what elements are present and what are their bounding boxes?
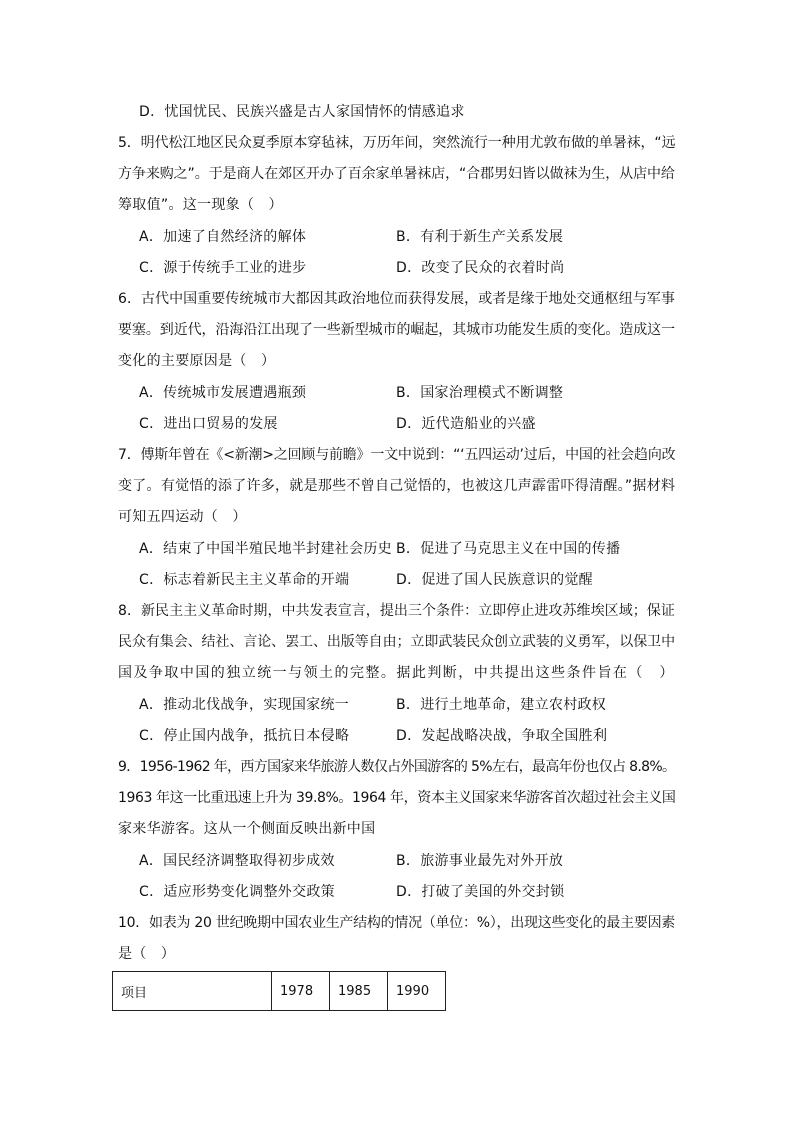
question-text-line: 家来华游客。这从一个侧面反映出新中国 [118,821,376,837]
option-c: C．标志着新民主主义革命的开端 [139,572,350,588]
question-text-line: 变了。有觉悟的添了许多，就是那些不曾自己觉悟的，也被这几声霹雷吓得清醒。”据材料 [118,478,676,494]
question-text-line: 是（ ） [118,946,176,962]
option-b: B．有利于新生产关系发展 [396,229,564,245]
option-d: D．改变了民众的衣着时尚 [396,260,565,276]
option-c: C．源于传统手工业的进步 [139,260,307,276]
option-b: B．国家治理模式不断调整 [396,385,564,401]
question-text-line: 5．明代松江地区民众夏季原本穿毡袜，万历年间，突然流行一种用尤敦布做的单暑袜，“远 [118,135,676,151]
option-b: B．旅游事业最先对外开放 [396,853,564,869]
table-header-cell: 1990 [388,972,446,1011]
question-text-line: 筹取值”。这一现象（ ） [118,197,283,213]
option-d: D．发起战略决战，争取全国胜利 [396,728,608,744]
question-text-line: 10．如表为 20 世纪晚期中国农业生产结构的情况（单位：%），出现这些变化的最主要因素 [118,915,676,931]
q4-option-d: D．忧国忧民、民族兴盛是古人家国情怀的情感追求 [139,104,465,120]
option-a: A．推动北伐战争，实现国家统一 [139,697,350,713]
option-d: D．打破了美国的外交封锁 [396,884,565,900]
table-header-row [113,972,446,1011]
question-text-line: 变化的主要原因是（ ） [118,353,276,369]
question-text-line: 1963 年这一比重迅速上升为 39.8%。1964 年，资本主义国家来华游客首次超过社会主义国 [118,790,676,806]
question-text-line: 6．古代中国重要传统城市大都因其政治地位而获得发展，或者是缘于地处交通枢纽与军事 [118,291,675,307]
option-a: A．结束了中国半殖民地半封建社会历史 [139,541,392,557]
option-b: B．促进了马克思主义在中国的传播 [396,541,621,557]
question-text-line: 民众有集会、结社、言论、罢工、出版等自由；立即武装民众创立武装的义勇军，以保卫中 [118,634,675,650]
option-b: B．进行土地革命，建立农村政权 [396,697,607,713]
option-d: D．近代造船业的兴盛 [396,416,536,432]
question-text-line: 9．1956-1962 年，西方国家来华旅游人数仅占外国游客的 5%左右，最高年份也仅占 8.8%。 [118,759,676,775]
question-text-line: 国及争取中国的独立统一与领土的完整。据此判断，中共提出这些条件旨在（ ） [118,665,675,681]
question-text-line: 可知五四运动（ ） [118,509,247,525]
option-a: A．国民经济调整取得初步成效 [139,853,335,869]
table-header-cell: 1985 [330,972,388,1011]
option-a: A．加速了自然经济的解体 [139,229,307,245]
question-text-line: 8．新民主主义革命时期，中共发表宣言，提出三个条件：立即停止进攻苏维埃区域；保证 [118,603,675,619]
question-text-line: 方争来购之”。于是商人在郊区开办了百余家单暑袜店，“合郡男妇皆以做袜为生，从店中给 [118,166,675,182]
option-c: C．停止国内战争，抵抗日本侵略 [139,728,350,744]
option-c: C．适应形势变化调整外交政策 [139,884,335,900]
table-header-cell: 1978 [272,972,330,1011]
option-c: C．进出口贸易的发展 [139,416,278,432]
question-text-line: 7．傅斯年曾在《<新潮>之回顾与前瞻》一文中说到：“‘五四运动’过后，中国的社会趋向改 [118,447,676,463]
question-text-line: 要塞。到近代，沿海沿江出现了一些新型城市的崛起，其城市功能发生质的变化。造成这一 [118,322,675,338]
option-d: D．促进了国人民族意识的觉醒 [396,572,593,588]
agriculture-structure-table [112,971,446,1011]
option-a: A．传统城市发展遭遇瓶颈 [139,385,307,401]
table-header-cell: 项目 [113,972,272,1011]
